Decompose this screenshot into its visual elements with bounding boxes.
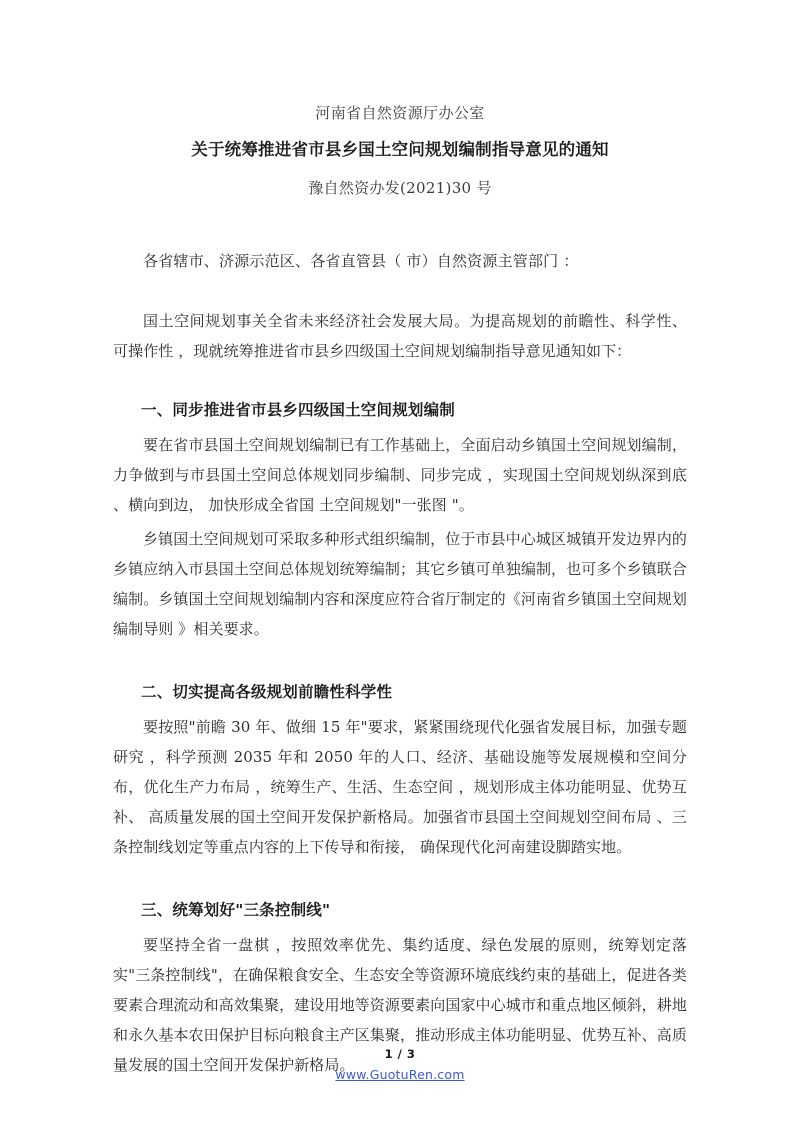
- source-website-link[interactable]: www.GuotuRen.com: [335, 1067, 465, 1082]
- section-one-paragraph-1: 要在省市县国土空间规划编制已有工作基础上，全面启动乡镇国土空间规划编制，力争做到与市县国土空间总体规划同步编制、同步完成 ，实现国土空间规划纵深到底 、横向到边， 加快形成全省国 土空间规划"一张图 "。: [113, 436, 687, 514]
- section-one: [113, 396, 687, 644]
- addressee-line: 各省辖市、济源示范区、各省直管县（ 市）自然资源主管部门 ：: [143, 252, 579, 270]
- masthead: [113, 0, 687, 201]
- section-two-heading: 二、切实提高各级规划前瞻性科学性: [141, 683, 393, 701]
- document-title: 关于统筹推进省市县乡国土空问规划编制指导意见的通知: [191, 140, 609, 159]
- section-two-paragraph-1: 要按照"前瞻 30 年、做细 15 年"要求，紧紧围绕现代化强省发展目标，加强专题研究 ，科学预测 2035 年和 2050 年的人口、经济、基础设施等发展规模和空间分布，优化生产力布局 ，统筹生产、生活、生态空间 ，规划形成主体功能明显、优势互补、 高质量发展的国土空间开发保护新格局。加强省市县国土空间规划空间布局 、三条控制线划定等重点内容的上下传导和衔接， 确保现代化河南建设脚踏实地。: [113, 718, 687, 856]
- issuing-authority: 河南省自然资源厅办公室: [315, 104, 485, 122]
- section-one-heading: 一、同步推进省市县乡四级国土空间规划编制: [141, 401, 456, 419]
- lead-paragraph: 国土空间规划事关全省未来经济社会发展大局。为提高规划的前瞻性、科学性、 可操作性 ，现就统筹推进省市县乡四级国土空间规划编制指导意见通知如下：: [113, 312, 687, 360]
- document-body: [113, 0, 687, 1080]
- section-one-paragraph-2: 乡镇国土空间规划可采取多种形式组织编制，位于市县中心城区城镇开发边界内的乡镇应纳入市县国土空间总体规划统筹编制；其它乡镇可单独编制，也可多个乡镇联合编制。乡镇国土空间规划编制内容和深度应符合省厅制定的《河南省乡镇国土空间规划编制导则 》相关要求。: [113, 530, 687, 638]
- section-three-heading: 三、统筹划好"三条控制线": [141, 901, 331, 919]
- section-two: [113, 678, 687, 862]
- document-number: 豫自然资办发(2021)30 号: [308, 179, 492, 197]
- page-footer: [0, 1046, 800, 1084]
- page-number: 1 / 3: [384, 1047, 416, 1061]
- section-three-paragraph-1: 要坚持全省一盘棋 ，按照效率优先、集约适度、绿色发展的原则，统筹划定落实"三条控制线"，在确保粮食安全、生态安全等资源环境底线约束的基础上，促进各类要素合理流动和高效集聚，建设用地等资源要素向国家中心城市和重点地区倾斜，耕地和永久基本农田保护目标向粮食主产区集聚，推动形成主体功能明显、优势互补、高质量发展的国土空间开发保护新格局。: [113, 936, 687, 1074]
